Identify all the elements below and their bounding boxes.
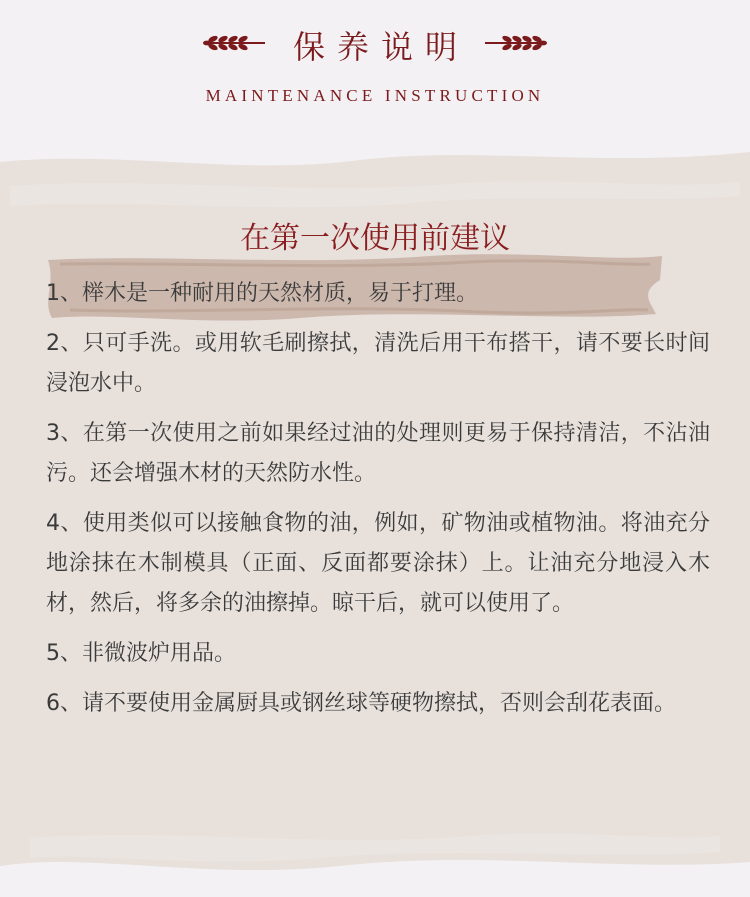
header — [0, 22, 750, 106]
page-subtitle: MAINTENANCE INSTRUCTION — [205, 86, 545, 105]
instruction-item-1: 1、榉木是一种耐用的天然材质，易于打理。 — [46, 281, 478, 306]
wheat-ornament-left-icon — [203, 33, 267, 57]
wheat-ornament-right-icon — [483, 33, 547, 57]
instruction-item-3: 3、在第一次使用之前如果经过油的处理则更易于保持清洁，不沾油污。还会增强木材的天然防水性。 — [46, 421, 710, 486]
instruction-item-6: 6、请不要使用金属厨具或钢丝球等硬物擦拭，否则会刮花表面。 — [46, 691, 676, 716]
instruction-item-4: 4、使用类似可以接触食物的油，例如，矿物油或植物油。将油充分地涂抹在木制模具（正面、反面都要涂抹）上。让油充分地浸入木材，然后，将多余的油擦掉。晾干后，就可以使用了。 — [46, 511, 710, 616]
title-row — [0, 22, 750, 68]
section-title: 在第一次使用前建议 — [240, 221, 510, 256]
page-title: 保养说明 — [292, 28, 469, 66]
instruction-list — [46, 274, 710, 734]
instruction-item-5: 5、非微波炉用品。 — [46, 641, 236, 666]
instruction-item-2: 2、只可手洗。或用软毛刷擦拭，清洗后用干布搭干，请不要长时间浸泡水中。 — [46, 331, 710, 396]
